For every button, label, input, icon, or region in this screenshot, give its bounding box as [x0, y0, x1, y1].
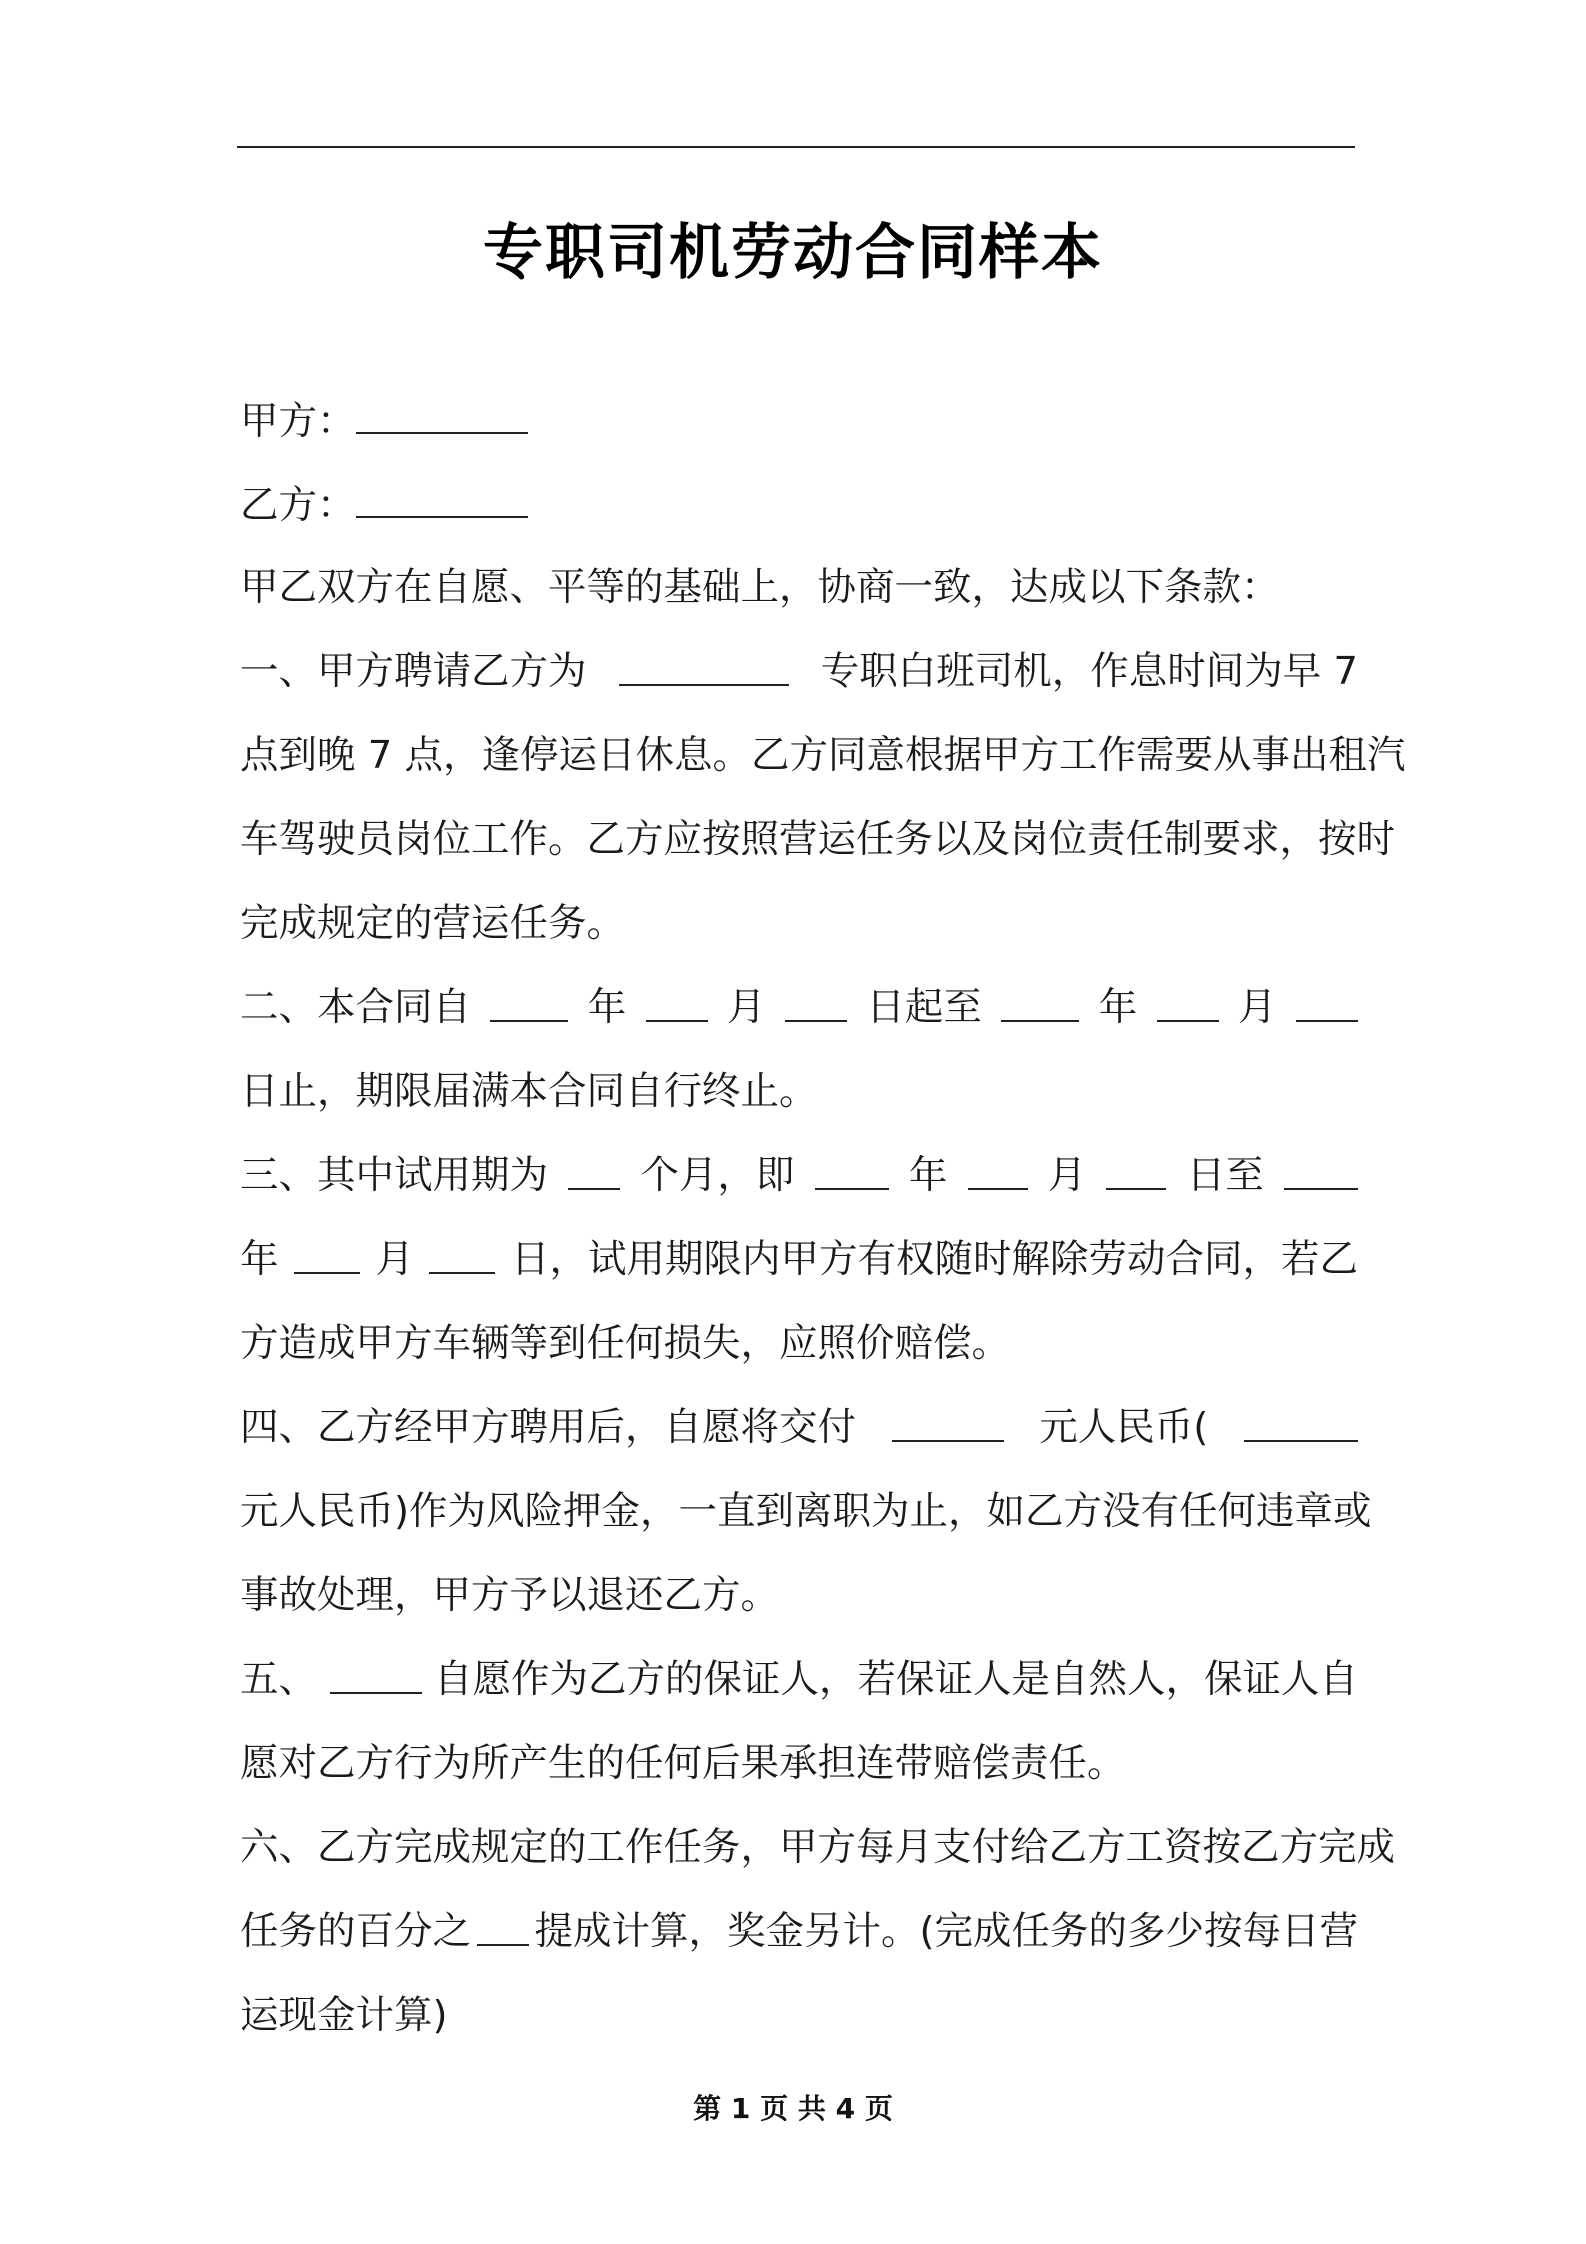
deposit-amount-words-blank[interactable] [1244, 1386, 1358, 1442]
document-body [240, 378, 1406, 2058]
clause-text: 月 [727, 985, 766, 1030]
probation-start-year-blank[interactable] [815, 1134, 889, 1190]
probation-end-year-blank[interactable] [1284, 1134, 1358, 1190]
clause-text: 提成计算，奖金另计。(完成任务的多少按每日营 [534, 1909, 1358, 1954]
preamble-text: 甲乙双方在自愿、平等的基础上，协商一致，达成以下条款： [240, 565, 1280, 610]
clause-text: 月 [1047, 1153, 1087, 1198]
clause-text: 运现金计算) [240, 1993, 448, 2038]
party-a-label: 甲方： [240, 399, 356, 444]
clause-2-line-2 [240, 1050, 1358, 1134]
clause-4-line-3 [240, 1554, 1358, 1638]
clause-text: 月 [375, 1237, 414, 1282]
clause-text: 愿对乙方行为所产生的任何后果承担连带赔偿责任。 [240, 1741, 1126, 1786]
clause-text: 五、 [240, 1657, 318, 1702]
header-rule [237, 146, 1355, 148]
clause-text: 月 [1237, 985, 1277, 1030]
clause-text: 年 [908, 1153, 948, 1198]
clause-text: 年 [1098, 985, 1138, 1030]
clause-1-line-2 [240, 714, 1406, 798]
clause-1-line-1 [240, 630, 1358, 714]
clause-text: 年 [587, 985, 627, 1030]
start-month-blank[interactable] [646, 966, 708, 1022]
deposit-amount-blank[interactable] [892, 1386, 1004, 1442]
probation-start-month-blank[interactable] [968, 1134, 1028, 1190]
start-year-blank[interactable] [490, 966, 568, 1022]
clause-text: 日至 [1186, 1153, 1264, 1198]
commission-percent-blank[interactable] [477, 1890, 529, 1946]
clause-text: 事故处理，甲方予以退还乙方。 [240, 1573, 780, 1618]
clause-6-line-3 [240, 1974, 1358, 2058]
clause-text: 完成规定的营运任务。 [240, 901, 626, 946]
clause-5-line-2 [240, 1722, 1358, 1806]
clause-3-line-1 [240, 1134, 1358, 1218]
clause-text: 专职白班司机，作息时间为早 7 [820, 649, 1358, 694]
clause-2-line-1 [240, 966, 1358, 1050]
clause-text: 年 [240, 1237, 279, 1282]
guarantor-blank[interactable] [330, 1638, 422, 1694]
clause-text: 日，试用期限内甲方有权随时解除劳动合同，若乙 [510, 1237, 1358, 1282]
clause-1-line-3 [240, 798, 1396, 882]
clause-text: 一、甲方聘请乙方为 [240, 649, 587, 694]
end-year-blank[interactable] [1001, 966, 1079, 1022]
clause-1-line-4 [240, 882, 1358, 966]
party-b-line [240, 462, 1358, 546]
clause-5-line-1 [240, 1638, 1358, 1722]
clause-text: 日止，期限届满本合同自行终止。 [240, 1069, 818, 1114]
probation-end-day-blank[interactable] [429, 1218, 495, 1274]
clause-6-line-1 [240, 1806, 1396, 1890]
clause-text: 二、本合同自 [240, 985, 472, 1030]
page-number: 第 1 页 共 4 页 [693, 2092, 893, 2125]
probation-months-blank[interactable] [568, 1134, 620, 1190]
probation-start-day-blank[interactable] [1106, 1134, 1166, 1190]
document-title: 专职司机劳动合同样本 [483, 218, 1103, 288]
party-a-blank[interactable] [356, 378, 528, 434]
clause-text: 元人民币)作为风险押金，一直到离职为止，如乙方没有任何违章或 [240, 1489, 1372, 1534]
party-b-blank[interactable] [356, 462, 528, 518]
preamble-line [240, 546, 1358, 630]
clause-text: 日起至 [866, 985, 982, 1030]
clause-4-line-1 [240, 1386, 1358, 1470]
clause-text: 自愿作为乙方的保证人，若保证人是自然人，保证人自 [433, 1657, 1358, 1702]
clause-text: 点到晚 7 点，逢停运日休息。乙方同意根据甲方工作需要从事出租汽 [240, 733, 1406, 778]
position-blank[interactable] [619, 630, 789, 686]
end-month-blank[interactable] [1157, 966, 1219, 1022]
end-day-blank[interactable] [1296, 966, 1358, 1022]
clause-text: 四、乙方经甲方聘用后，自愿将交付 [240, 1405, 857, 1450]
clause-text: 三、其中试用期为 [240, 1153, 549, 1198]
party-b-label: 乙方： [240, 483, 356, 528]
clause-text: 个月，即 [640, 1153, 795, 1198]
clause-6-line-2 [240, 1890, 1358, 1974]
start-day-blank[interactable] [785, 966, 847, 1022]
clause-text: 车驾驶员岗位工作。乙方应按照营运任务以及岗位责任制要求，按时 [240, 817, 1396, 862]
party-a-line [240, 378, 1358, 462]
clause-text: 方造成甲方车辆等到任何损失，应照价赔偿。 [240, 1321, 1011, 1366]
probation-end-month-blank[interactable] [294, 1218, 360, 1274]
clause-text: 元人民币( [1039, 1405, 1209, 1450]
clause-3-line-2 [240, 1218, 1358, 1302]
clause-4-line-2 [240, 1470, 1372, 1554]
clause-text: 六、乙方完成规定的工作任务，甲方每月支付给乙方工资按乙方完成 [240, 1825, 1396, 1870]
clause-text: 任务的百分之 [240, 1909, 472, 1954]
clause-3-line-3 [240, 1302, 1358, 1386]
